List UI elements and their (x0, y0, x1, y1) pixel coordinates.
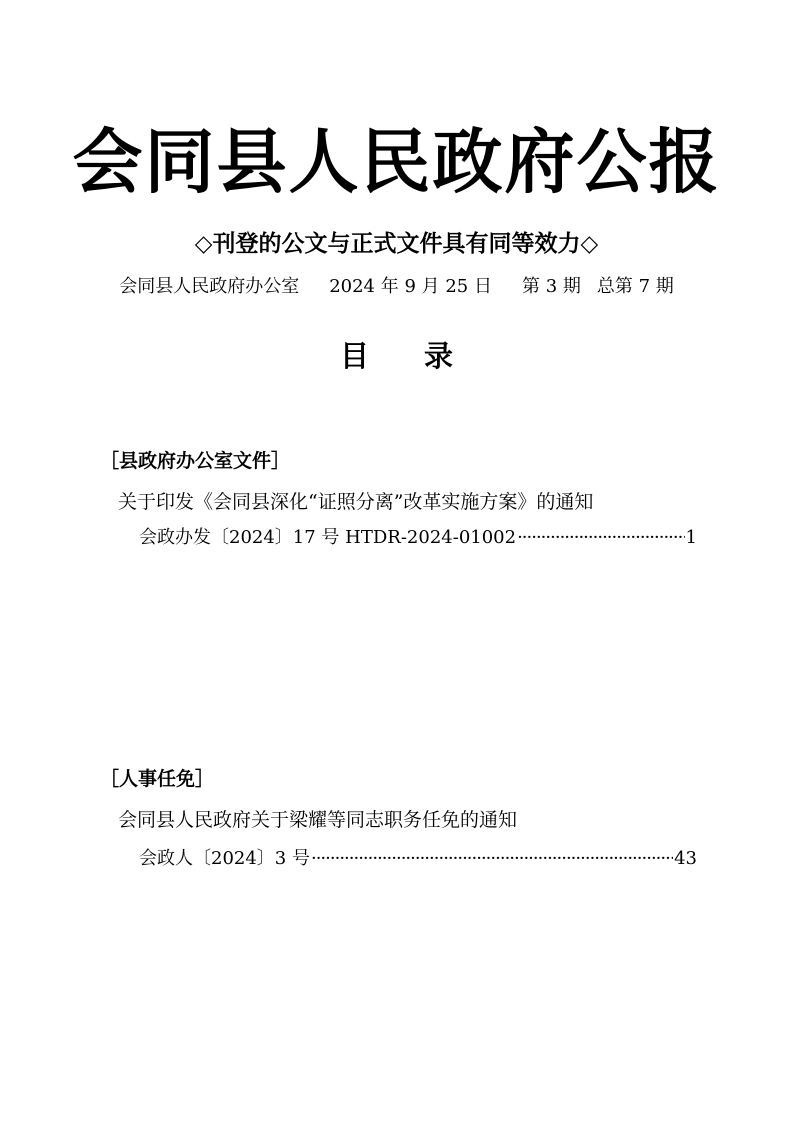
toc-entry-title[interactable]: 会同县人民政府关于梁耀等同志职务任免的通知 (118, 809, 518, 831)
publisher-name: 会同县人民政府办公室 (119, 276, 300, 297)
issue-info (0, 273, 793, 301)
dot-leader (517, 524, 684, 552)
total-issue-number: 总第 7 期 (596, 276, 674, 297)
bulletin-title: 会同县人民政府公报 (72, 120, 721, 203)
toc-section-heading: ［县政府办公室文件］ (100, 450, 291, 472)
bulletin-tagline: ◇刊登的公文与正式文件具有同等效力◇ (194, 231, 599, 257)
issue-number: 第 3 期 (521, 276, 581, 297)
toc-entry-reference[interactable] (139, 845, 697, 873)
document-number: 会政办发〔2024〕17 号 HTDR-2024-01002 (139, 527, 517, 548)
document-number: 会政人〔2024〕3 号 (139, 848, 310, 869)
issue-date: 2024 年 9 月 25 日 (329, 276, 492, 297)
toc-section-heading: ［人事任免］ (100, 768, 215, 790)
page-number: 1 (685, 527, 697, 548)
toc-title: 目录 (339, 339, 508, 373)
page-number: 43 (674, 848, 697, 869)
dot-leader (311, 845, 673, 873)
toc-entry-title[interactable]: 关于印发《会同县深化“证照分离”改革实施方案》的通知 (118, 491, 594, 513)
toc-entry-reference[interactable] (139, 524, 697, 552)
